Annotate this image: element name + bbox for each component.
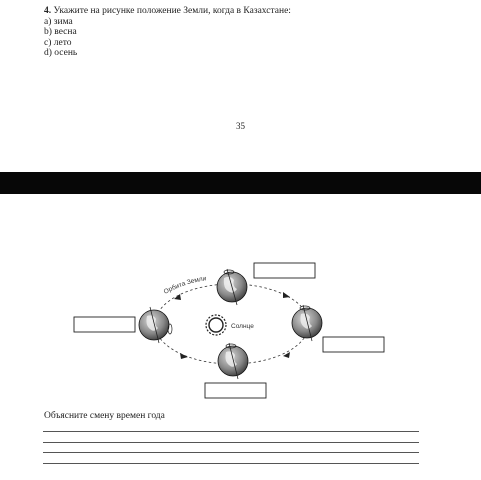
orbit-label: Орбита Земли <box>162 275 207 296</box>
page-number: 35 <box>236 121 245 131</box>
answer-box-bottom[interactable] <box>205 383 266 398</box>
answer-line[interactable] <box>43 463 419 464</box>
option-c: c) лето <box>44 38 72 48</box>
question-title <box>44 6 291 17</box>
worksheet-page-bottom <box>0 194 481 480</box>
answer-line[interactable] <box>43 431 419 432</box>
page-separator-band <box>0 172 481 194</box>
answer-box-right[interactable] <box>323 337 384 352</box>
orbit-arrow-top <box>174 294 181 300</box>
option-d: d) осень <box>44 48 78 58</box>
option-b: b) весна <box>44 27 77 37</box>
answer-line[interactable] <box>43 452 419 453</box>
explain-prompt: Объясните смену времен года <box>44 411 165 421</box>
worksheet-page-top <box>0 0 481 172</box>
answer-box-top[interactable] <box>254 263 315 278</box>
question-number: 4. <box>44 6 52 16</box>
earth-globe-top-icon <box>217 269 247 305</box>
earth-globe-left-icon <box>139 307 172 343</box>
answer-line[interactable] <box>43 442 419 443</box>
answer-box-left[interactable] <box>74 317 135 332</box>
earth-globe-right-icon <box>292 305 322 341</box>
sun-label: Солнце <box>231 323 254 330</box>
question-text: Укажите на рисунке положение Земли, когда в Казахстане: <box>53 6 291 16</box>
earth-globe-bottom-icon <box>218 343 248 379</box>
option-a: a) зима <box>44 17 73 27</box>
orbit-arrow-bottom-right <box>283 352 290 358</box>
sun-icon <box>206 315 226 335</box>
orbit-arrow-top-right <box>283 292 290 298</box>
earth-orbit-diagram <box>0 194 481 404</box>
